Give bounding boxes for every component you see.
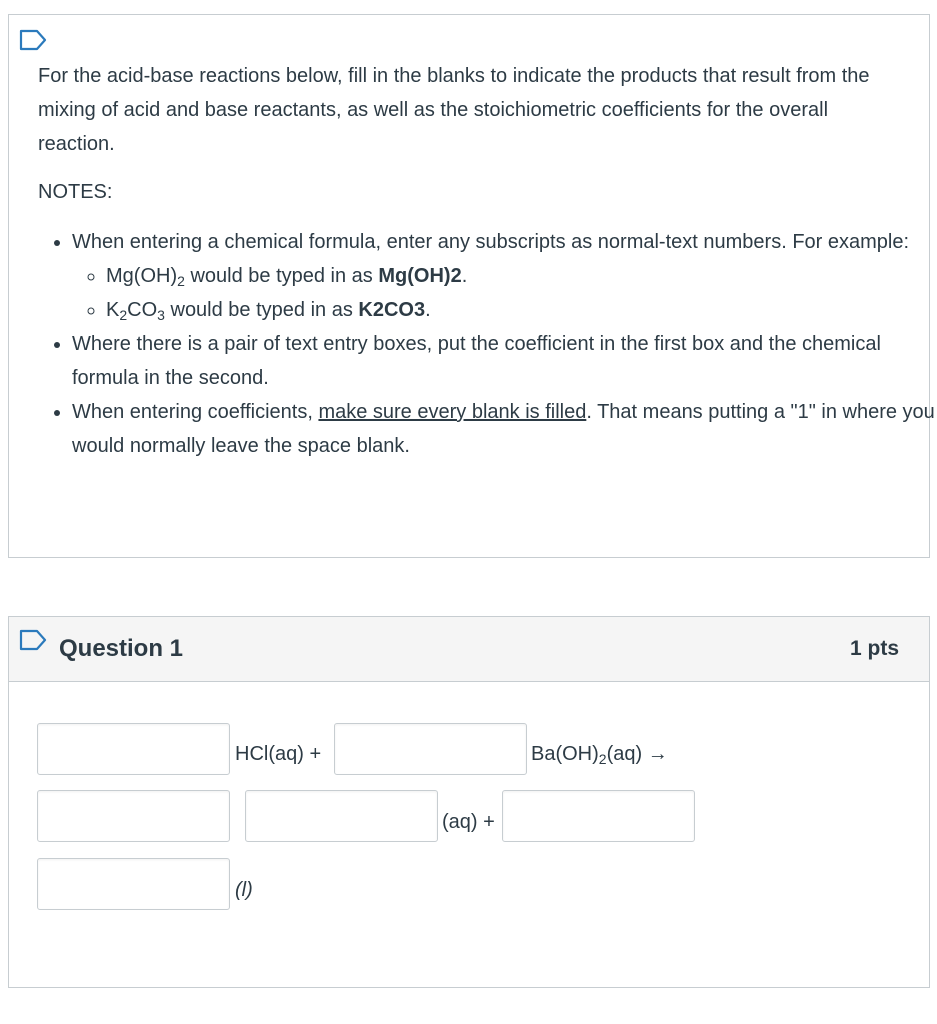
example-subscript: 2 [177, 273, 185, 289]
instructions-card [8, 14, 935, 558]
note-text: When entering a chemical formula, enter any subscripts as normal-text numbers. For example: [72, 231, 910, 253]
question-points: 1 pts [849, 637, 899, 660]
note-text: When entering coefficients, [72, 401, 319, 423]
example-item [106, 259, 937, 293]
example-formula: K [106, 299, 120, 321]
example-subscript: 2 [119, 307, 128, 323]
example-answer: Mg(OH)2 [378, 265, 462, 287]
notes-list [38, 225, 937, 463]
instructions-paragraph: For the acid-base reactions below, fill in the blanks to indicate the products that result from the mixing of acid and base reactants, as well as the stoichiometric coefficients for the overall reaction. [38, 65, 870, 155]
example-item [106, 293, 937, 327]
example-text: would be typed in as [184, 265, 379, 287]
salt-formula-input[interactable] [245, 790, 438, 842]
notes-label: NOTES: [38, 181, 113, 203]
question-header [9, 617, 929, 682]
base-coefficient-input[interactable] [334, 723, 527, 775]
reaction-arrow: (aq) → [606, 743, 668, 765]
acid-coefficient-input[interactable] [37, 723, 230, 775]
water-formula-input[interactable] [37, 858, 230, 910]
water-state-text: (l) [235, 879, 253, 901]
example-subscript: 3 [157, 307, 165, 323]
note-text: . That means putting a "1" in where you would normally leave the space blank. [72, 401, 935, 457]
bookmark-flag-icon[interactable] [19, 29, 49, 51]
period: . [425, 299, 431, 321]
base-formula: Ba(OH) [531, 743, 599, 765]
example-answer: K2CO3 [358, 299, 426, 321]
note-item: • Where there is a pair of text entry boxes, put the coefficient in the first box and the chemical formula in the second. [72, 327, 937, 395]
acid-formula-text: HCl(aq) + [235, 743, 322, 765]
example-text: would be typed in as [164, 299, 359, 321]
salt-coefficient-input[interactable] [37, 790, 230, 842]
period: . [461, 265, 468, 287]
note-item [72, 225, 937, 327]
bookmark-flag-icon[interactable] [19, 629, 49, 651]
base-subscript: 2 [598, 751, 607, 767]
example-formula: Mg(OH) [106, 265, 178, 287]
question-card [8, 616, 930, 988]
emphasis-text: make sure every blank is filled [318, 401, 587, 423]
example-formula: CO [127, 299, 158, 321]
note-item [72, 395, 937, 463]
question-title: Question 1 [59, 635, 184, 662]
base-formula-text [531, 739, 668, 769]
water-coefficient-input[interactable] [502, 790, 695, 842]
salt-state-text: (aq) + [442, 811, 495, 833]
examples-list [72, 259, 937, 327]
